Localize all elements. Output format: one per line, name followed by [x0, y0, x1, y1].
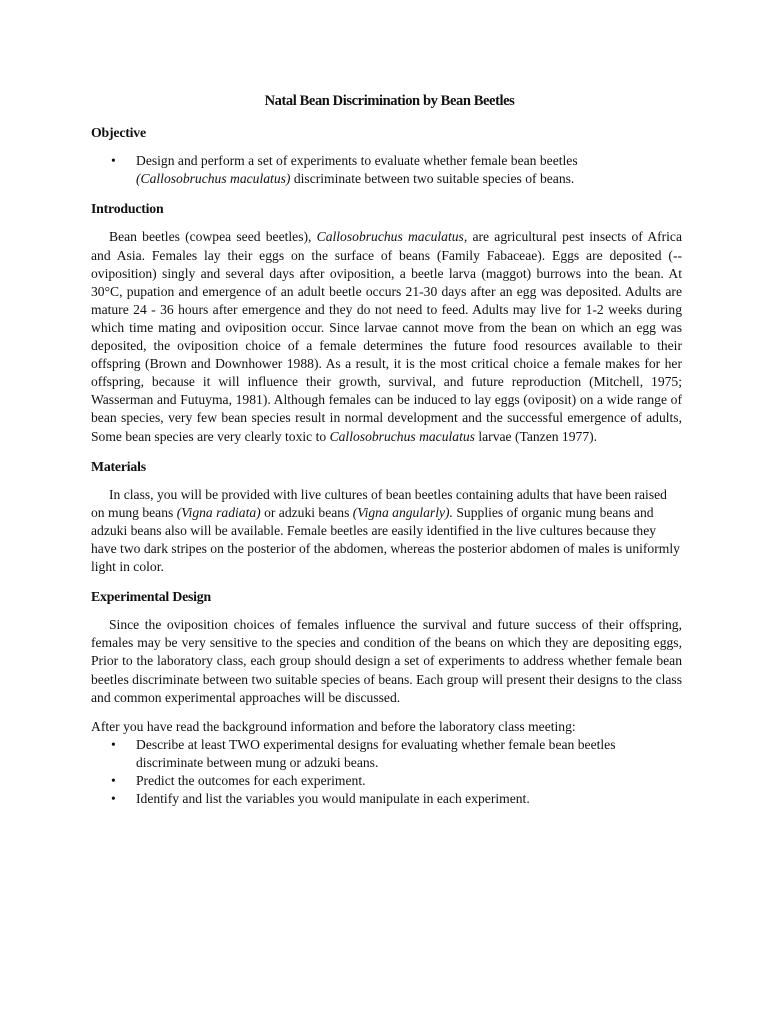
intro-text-1: Bean beetles (cowpea seed beetles),	[109, 229, 317, 245]
introduction-paragraph	[91, 228, 682, 445]
list-item	[91, 736, 682, 772]
objective-text: Design and perform a set of experiments to evaluate whether female bean beetles	[136, 153, 578, 169]
instructions-intro: After you have read the background information and before the laboratory class meeting:	[91, 718, 576, 734]
document-title: Natal Bean Discrimination by Bean Beetles	[264, 93, 515, 109]
bullet-icon: •	[111, 153, 116, 169]
objective-species: (Callosobruchus maculatus)	[136, 171, 291, 187]
intro-text-2: are agricultural pest insects of Africa and Asia. Females lay their eggs on the surface of beans (Family Fabaceae). Eggs are deposited (--oviposition) singly and several days after oviposition, a beetle larva (maggot) burrows into the bean. At 30°C, pupation and emergence of an adult beetle occurs 21-30 days after an egg was deposited. Adults are mature 24 - 36 hours after emergence and they do not need to feed. Adults may live for 1-2 weeks during which time mating and oviposition occur. Since larvae cannot move from the bean on which an egg was deposited, the oviposition choice of a female determines the future food resources available to their offspring (Brown and Downhower 1988). As a result, it is the most critical choice a female makes for her offspring, because it will influence their growth, survival, and future reproduction (Mitchell, 1975; Wasserman and Futuyma, 1981). Although females can be induced to lay eggs (oviposit) on a wide range of bean species, very few bean species result in normal development and the successful emergence of adults, Some bean species are very clearly toxic to	[91, 229, 682, 444]
materials-species-1: (Vigna radiata)	[176, 504, 261, 520]
materials-text-2: or adzuki beans	[260, 504, 353, 520]
intro-species-2: Callosobruchus maculatus	[329, 428, 475, 444]
list-item-text: Predict the outcomes for each experiment.	[136, 773, 366, 788]
materials-species-2: (Vigna angularly).	[352, 504, 453, 520]
objective-heading: Objective	[91, 125, 146, 141]
list-item	[91, 790, 682, 808]
bullet-icon: •	[111, 773, 116, 788]
materials-heading: Materials	[91, 458, 146, 474]
materials-text-1: In class, you will be provided with live cultures of bean beetles containing adults that have been raised on mung beans	[91, 486, 667, 520]
experimental-design-paragraph: Since the oviposition choices of females influence the survival and future success of their offspring, females may be very sensitive to the species and condition of the beans on which they are depositing eggs, Prior to the laboratory class, each group should design a set of experiments to address whether female bean beetles discriminate between two suitable species of beans. Each group will present their designs to the class and common experimental approaches will be discussed.	[91, 617, 682, 705]
list-item-text: Identify and list the variables you would manipulate in each experiment.	[136, 791, 530, 807]
intro-text-end: larvae (Tanzen 1977).	[474, 428, 598, 444]
objective-list	[91, 152, 682, 188]
introduction-heading: Introduction	[91, 201, 164, 217]
objective-text-end: discriminate between two suitable species of beans.	[290, 171, 575, 187]
materials-paragraph	[91, 486, 682, 576]
list-item	[91, 772, 682, 790]
bullet-icon: •	[111, 736, 116, 752]
objective-item	[91, 152, 682, 188]
instructions-list	[91, 736, 682, 808]
materials-text-3: Supplies of organic mung beans and adzuki beans also will be available. Female beetles are easily identified in the live cultures because they have two dark stripes on the posterior of the abdomen, whereas the posterior abdomen of males is uniformly light in color.	[91, 504, 680, 575]
list-item-text: Describe at least TWO experimental designs for evaluating whether female bean beetles discriminate between mung or adzuki beans.	[136, 736, 616, 770]
intro-species: Callosobruchus maculatus,	[316, 229, 468, 245]
bullet-icon: •	[111, 791, 116, 807]
experimental-design-heading: Experimental Design	[91, 589, 211, 605]
